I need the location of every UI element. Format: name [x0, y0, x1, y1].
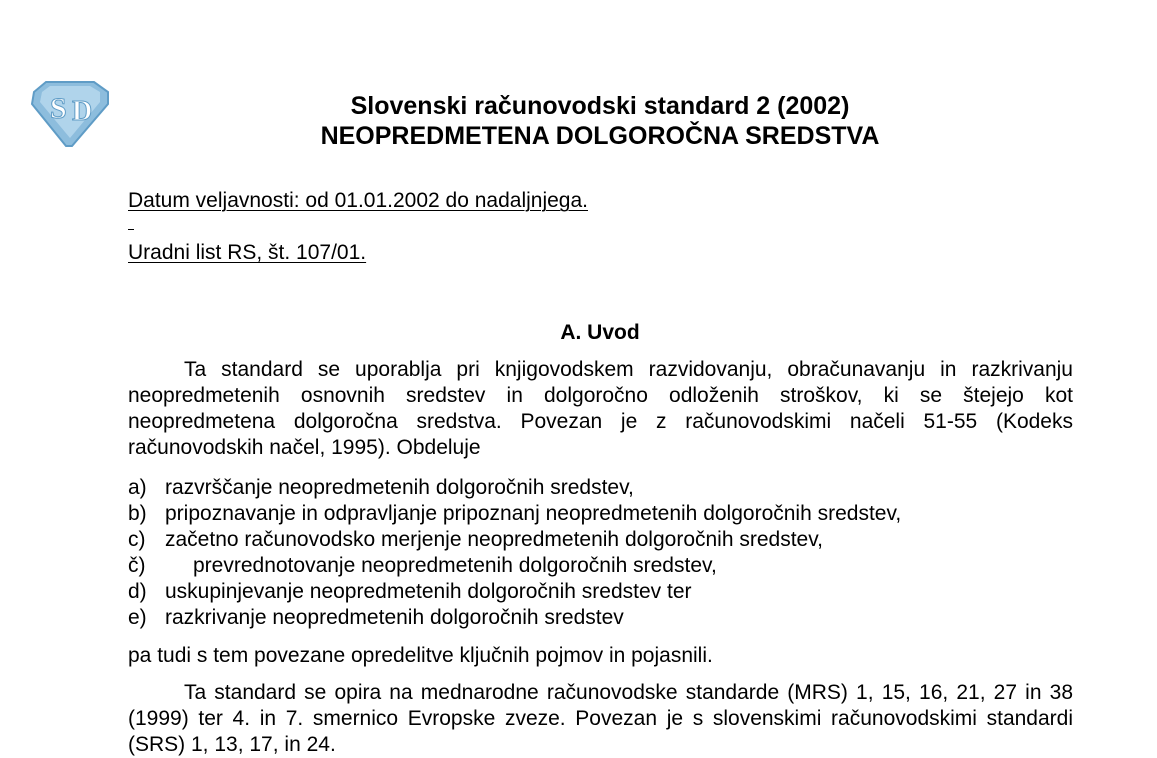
official-gazette-reference: Uradni list RS, št. 107/01. [128, 241, 367, 264]
list-item [128, 475, 1073, 501]
list-marker: d) [128, 580, 147, 603]
document-subtitle: NEOPREDMETENA DOLGOROČNA SREDSTVA [320, 122, 880, 150]
section-heading: A. Uvod [560, 321, 640, 344]
validity-date: Datum veljavnosti: od 01.01.2002 do nadaljnjega. [128, 189, 588, 212]
list-marker: b) [128, 502, 147, 525]
list-text: prevrednotovanje neopredmetenih dolgoročnih sredstev, [193, 554, 717, 577]
list-text: uskupinjevanje neopredmetenih dolgoročnih sredstev ter [165, 580, 692, 603]
list-text: razkrivanje neopredmetenih dolgoročnih sredstev [165, 606, 624, 629]
list-item [128, 579, 1073, 605]
list-closing-text: pa tudi s tem povezane opredelitve ključnih pojmov in pojasnili. [128, 644, 713, 667]
underline-mark [128, 229, 134, 230]
list-text: pripoznavanje in odpravljanje pripoznanj neopredmetenih dolgoročnih sredstev, [165, 502, 902, 525]
list-item [128, 605, 1073, 631]
list-text: začetno računovodsko merjenje neopredmetenih dolgoročnih sredstev, [165, 528, 824, 551]
standards-reference-paragraph: Ta standard se opira na mednarodne računovodske standarde (MRS) 1, 15, 16, 21, 27 in 38 (1999) ter 4. in 7. smernico Evropske zveze. Povezan je s slovenskimi računovodskimi standardi (SRS) 1, 13, 17, in 24. [128, 681, 1073, 756]
list-marker: a) [128, 476, 147, 499]
list-item [128, 553, 1073, 579]
svg-text:D: D [72, 96, 93, 127]
list-item [128, 501, 1073, 527]
list-text: razvrščanje neopredmetenih dolgoročnih sredstev, [165, 476, 634, 499]
intro-paragraph: Ta standard se uporablja pri knjigovodskem razvidovanju, obračunavanju in razkrivanju neopredmetenih osnovnih sredstev in dolgoročno odloženih stroškov, ki se štejejo kot neopredmetena dolgoročna sredstva. Povezan je z računovodskimi načeli 51-55 (Kodeks računovodskih načel, 1995). Obdeluje [128, 358, 1073, 459]
list-marker: č) [128, 554, 146, 577]
list-marker: c) [128, 528, 146, 551]
svg-text:S: S [50, 92, 67, 125]
list-item [128, 527, 1073, 553]
list-marker: e) [128, 606, 147, 629]
scope-list [128, 475, 1073, 631]
document-title: Slovenski računovodski standard 2 (2002) [350, 92, 850, 120]
